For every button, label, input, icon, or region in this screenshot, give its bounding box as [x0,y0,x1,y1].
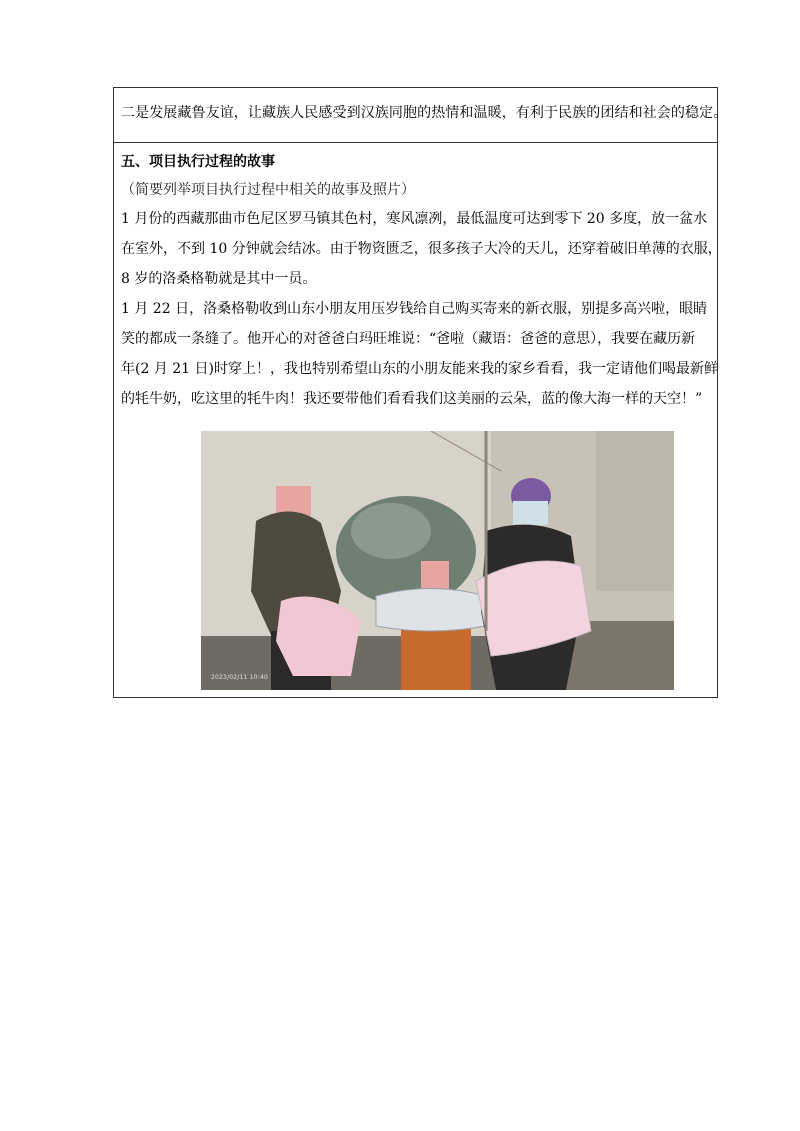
paragraph1-line: 8 岁的洛桑格勒就是其中一员。 [121,271,317,287]
section-note: （简要列举项目执行过程中相关的故事及照片） [121,182,415,198]
paragraph1-line: 1 月份的西藏那曲市色尼区罗马镇其色村，寒风凛冽，最低温度可达到零下 20 多度，放一盆水 [121,211,708,227]
paragraph2-line: 1 月 22 日，洛桑格勒收到山东小朋友用压岁钱给自己购买寄来的新衣服，别提多高兴啦，眼睛 [121,301,708,317]
story-table [113,87,728,698]
section-heading: 五、项目执行过程的故事 [121,154,275,170]
photo-illustration [201,431,674,690]
paragraph1-line: 在室外，不到 10 分钟就会结冰。由于物资匮乏，很多孩子大冷的天儿，还穿着破旧单薄的衣服， [121,241,722,257]
photo-timestamp: 2023/02/11 10:40 [211,674,268,681]
table-row-story [114,143,722,697]
paragraph2-line: 笑的都成一条缝了。他开心的对爸爸白玛旺堆说：“爸啦（藏语：爸爸的意思），我要在藏历新 [121,331,696,347]
table-row-benefit [114,88,728,143]
paragraph2-line: 的牦牛奶，吃这里的牦牛肉！我还要带他们看看我们这美丽的云朵，蓝的像大海一样的天空！” [121,391,703,407]
paragraph2-line: 年(2 月 21 日)时穿上！，我也特别希望山东的小朋友能来我的家乡看看，我一定请他们喝最新鲜 [121,361,718,377]
benefit-text: 二是发展藏鲁友谊，让藏族人民感受到汉族同胞的热情和温暖，有利于民族的团结和社会的稳定。 [121,105,728,121]
story-photo [201,431,674,690]
